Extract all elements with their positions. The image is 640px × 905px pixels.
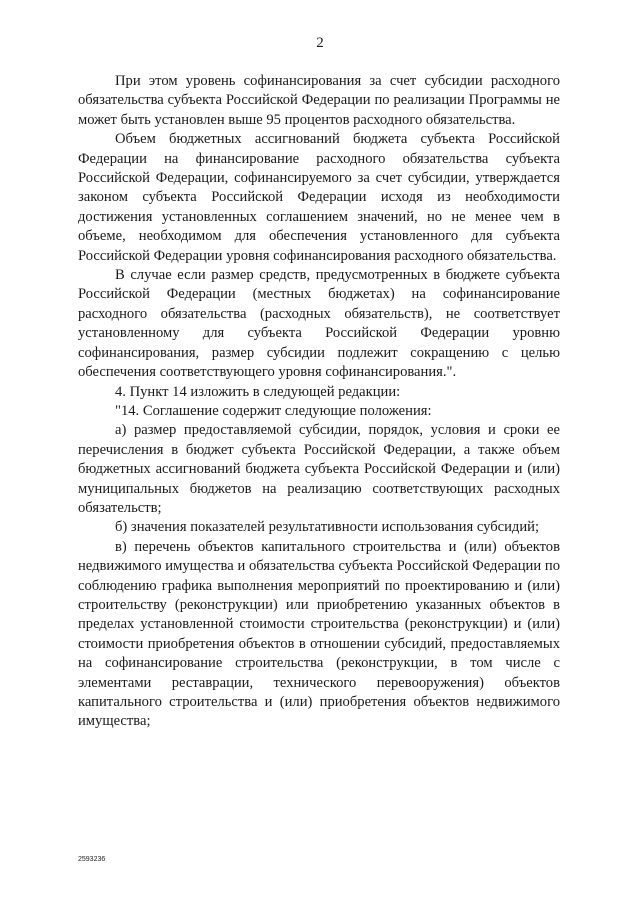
paragraph-budget-allocations: Объем бюджетных ассигнований бюджета субъекта Российской Федерации на финансирование расходного обязательства субъекта Российской Федерации, софинансируемого за счет субсидии, утверждается законом субъекта Российской Федерации исходя из необходимости достижения установленных соглашением значений, но не менее чем в объеме, необходимом для обеспечения установленного для субъекта Российской Федерации уровня софинансирования расходного обязательства. [78, 131, 560, 264]
document-id: 2593236 [78, 856, 106, 863]
paragraph-subitem-a: а) размер предоставляемой субсидии, порядок, условия и сроки ее перечисления в бюджет субъекта Российской Федерации, а также объем бюджетных ассигнований бюджета субъекта Российской Федерации и (или) муниципальных бюджетов на реализацию соответствующих расходных обязательств; [78, 422, 560, 516]
paragraph-item-14-intro: "14. Соглашение содержит следующие положения: [115, 402, 432, 419]
paragraph-subsidy-reduction: В случае если размер средств, предусмотренных в бюджете субъекта Российской Федерации (местных бюджетах) на софинансирование расходного обязательства (расходных обязательств), не соответствует установленному для субъекта Российской Федерации уровню софинансирования, размер субсидии подлежит сокращению с целью обеспечения соответствующего уровня софинансирования.". [78, 267, 560, 381]
document-body [78, 72, 560, 732]
paragraph-subitem-v: в) перечень объектов капитального строительства и (или) объектов недвижимого имущества и обязательства субъекта Российской Федерации по соблюдению графика выполнения мероприятий по проектированию и (или) строительству (реконструкции) или приобретению указанных объектов в пределах установленной стоимости строительства (реконструкции) и (или) стоимости приобретения объектов в отношении субсидий, предоставляемых на софинансирование строительства (реконструкции, в том числе с элементами реставрации, технического перевооружения) объектов капитального строительства и (или) приобретения объектов недвижимого имущества; [78, 538, 560, 730]
page-number: 2 [316, 35, 324, 51]
paragraph-item-4: 4. Пункт 14 изложить в следующей редакции: [115, 383, 401, 400]
paragraph-subitem-b: б) значения показателей результативности использования субсидий; [115, 519, 540, 536]
paragraph-cofinancing-level: При этом уровень софинансирования за счет субсидии расходного обязательства субъекта Российской Федерации по реализации Программы не может быть установлен выше 95 процентов расходного обязательства. [78, 73, 560, 128]
